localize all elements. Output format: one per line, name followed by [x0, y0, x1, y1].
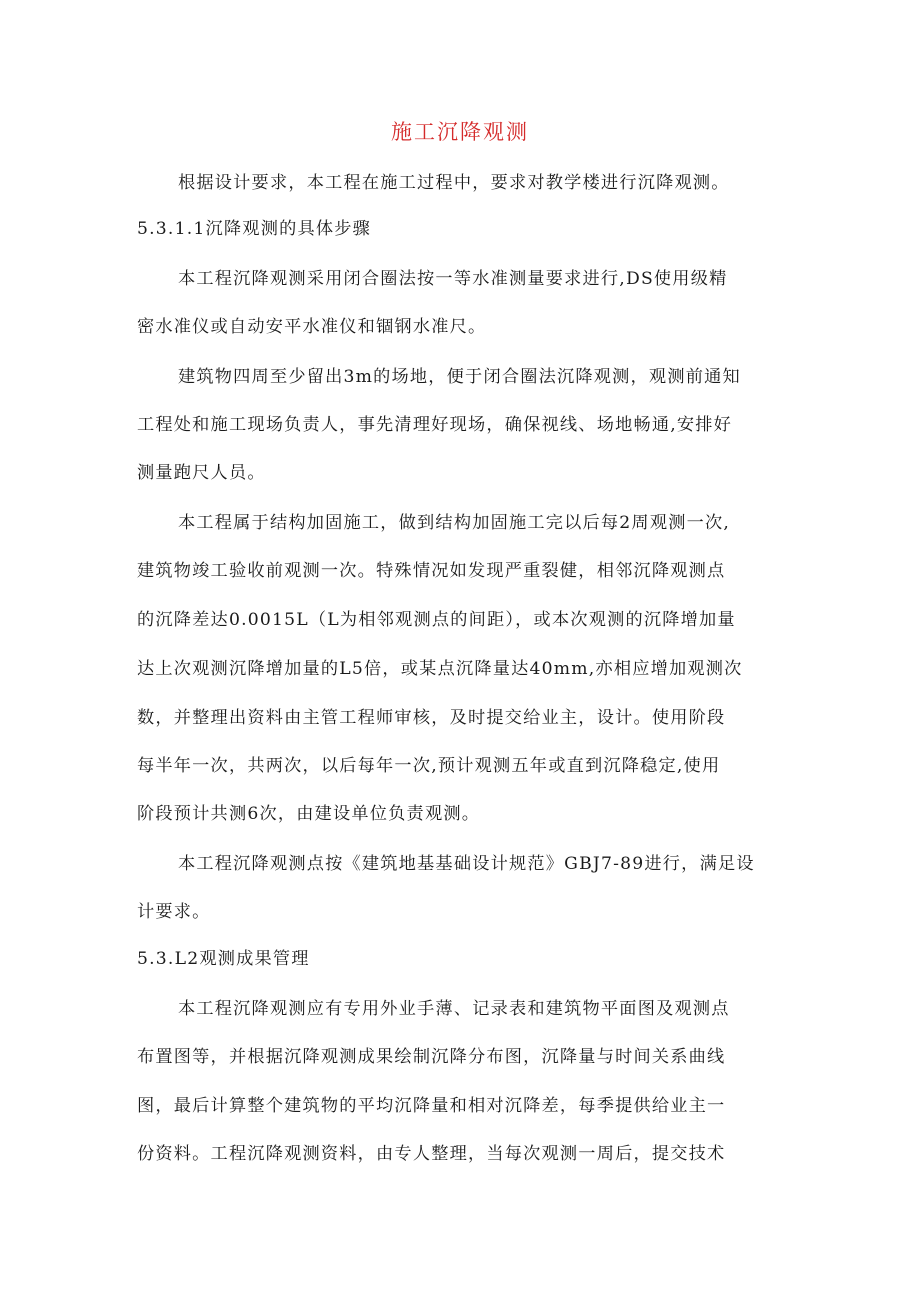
- paragraph-line: 图，最后计算整个建筑物的平均沉降量和相对沉降差，每季提供给业主一: [137, 1096, 726, 1116]
- paragraph-line: 工程处和施工现场负责人，事先清理好现场，确保视线、场地畅通,安排好: [137, 415, 733, 435]
- paragraph-line: 本工程沉降观测采用闭合圈法按一等水准测量要求进行,DS使用级精: [178, 269, 728, 289]
- paragraph-line: 布置图等，并根据沉降观测成果绘制沉降分布图，沉降量与时间关系曲线: [137, 1047, 726, 1067]
- section-heading: 5.3.L2观测成果管理: [137, 949, 310, 969]
- paragraph-line: 份资料。工程沉降观测资料，由专人整理，当每次观测一周后，提交技术: [137, 1144, 726, 1164]
- paragraph-line: 每半年一次，共两次，以后每年一次,预计观测五年或直到沉降稳定,使用: [137, 756, 721, 776]
- paragraph-line: 计要求。: [137, 902, 211, 922]
- document-title: 施工沉降观测: [391, 120, 529, 144]
- paragraph-line: 本工程沉降观测点按《建筑地基基础设计规范》GBJ7-89进行，满足设: [178, 854, 755, 874]
- paragraph-line: 本工程属于结构加固施工，做到结构加固施工完以后每2周观测一次,: [178, 513, 731, 533]
- paragraph-line: 阶段预计共测6次，由建设单位负责观测。: [137, 804, 481, 824]
- paragraph-line: 密水准仪或自动安平水准仪和锢钢水准尺。: [137, 317, 487, 337]
- paragraph-line: 本工程沉降观测应有专用外业手薄、记录表和建筑物平面图及观测点: [178, 999, 730, 1019]
- paragraph-line: 达上次观测沉降增加量的L5倍，或某点沉降量达40mm,亦相应增加观测次: [137, 659, 743, 679]
- paragraph-line: 建筑物四周至少留出3m的场地，便于闭合圈法沉降观测，观测前通知: [178, 367, 741, 387]
- section-heading: 5.3.1.1沉降观测的具体步骤: [137, 219, 372, 239]
- paragraph-line: 建筑物竣工验收前观测一次。特殊情况如发现严重裂健，相邻沉降观测点: [137, 561, 726, 581]
- paragraph-line: 根据设计要求，本工程在施工过程中，要求对教学楼进行沉降观测。: [178, 173, 730, 193]
- paragraph-line: 数，并整理出资料由主管工程师审核，及时提交给业主，设计。使用阶段: [137, 708, 726, 728]
- paragraph-line: 的沉降差达0.0015L（L为相邻观测点的间距），或本次观测的沉降增加量: [137, 610, 736, 630]
- paragraph-line: 测量跑尺人员。: [137, 463, 266, 483]
